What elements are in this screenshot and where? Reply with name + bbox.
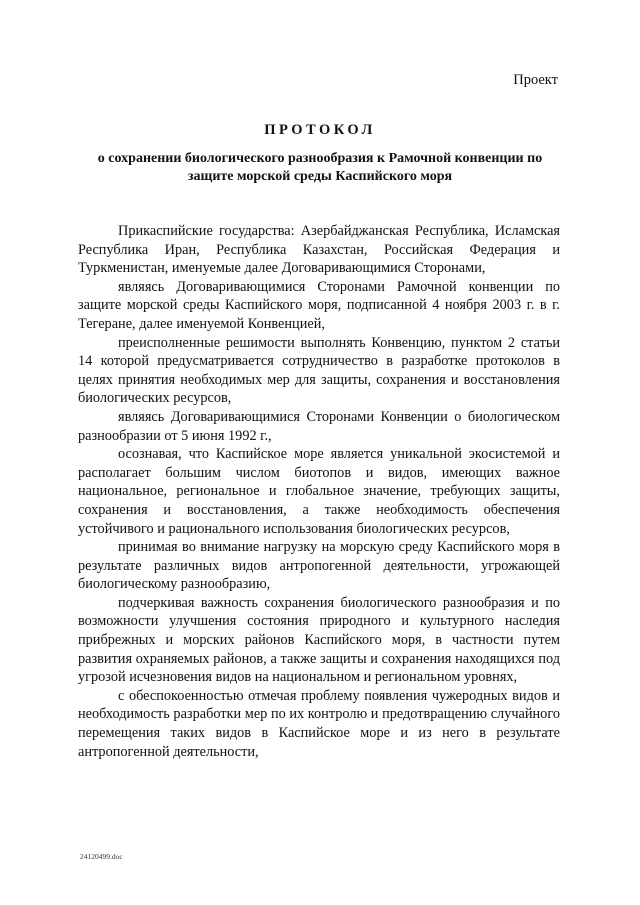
paragraph: Прикаспийские государства: Азербайджанская Республика, Исламская Республика Иран, Республика Казахстан, Российская Федерация и Туркменистан, именуемые далее Договаривающимися Сторонами, xyxy=(78,223,560,277)
paragraph: осознавая, что Каспийское море является уникальной экосистемой и располагает большим числом биотопов и видов, имеющих важное национальное, региональное и глобальное значение, требующих защиты, сохранения и восстановления, а также необходимость обеспечения устойчивого и рационального использования биологических ресурсов, xyxy=(78,446,560,537)
paragraph: подчеркивая важность сохранения биологического разнообразия и по возможности улучшения состояния природного и культурного наследия прибрежных и морских районов Каспийского моря, в частности путем развития охраняемых районов, а также защиты и сохранения находящихся под угрозой исчезновения видов на национальном и региональном уровнях, xyxy=(78,594,560,686)
paragraph: преисполненные решимости выполнять Конвенцию, пунктом 2 статьи 14 которой предусматривается сотрудничество в разработке протоколов в целях принятия необходимых мер для защиты, сохранения и восстановления биологических ресурсов, xyxy=(78,334,560,407)
document-subtitle: о сохранении биологического разнообразия к Рамочной конвенции по защите морской среды Каспийского моря xyxy=(97,151,543,184)
paragraph: являясь Договаривающимися Сторонами Конвенции о биологическом разнообразии от 5 июня 1992 г., xyxy=(78,408,560,444)
document-title: ПРОТОКОЛ xyxy=(264,122,376,138)
paragraph: являясь Договаривающимися Сторонами Рамочной конвенции по защите морской среды Каспийского моря, подписанной 4 ноября 2003 г. в г. Тегеране, далее именуемой Конвенцией, xyxy=(78,278,560,332)
draft-label: Проект xyxy=(513,72,558,88)
paragraph: с обеспокоенностью отмечая проблему появления чужеродных видов и необходимость разработки мер по их контролю и предотвращению случайного перемещения таких видов в Каспийское море и из него в результате антропогенной деятельности, xyxy=(78,687,560,760)
paragraph: принимая во внимание нагрузку на морскую среду Каспийского моря в результате различных видов антропогенной деятельности, угрожающей биологическому разнообразию, xyxy=(78,539,560,593)
document-body xyxy=(78,222,560,761)
footer-filename: 24120499.doc xyxy=(80,852,123,861)
